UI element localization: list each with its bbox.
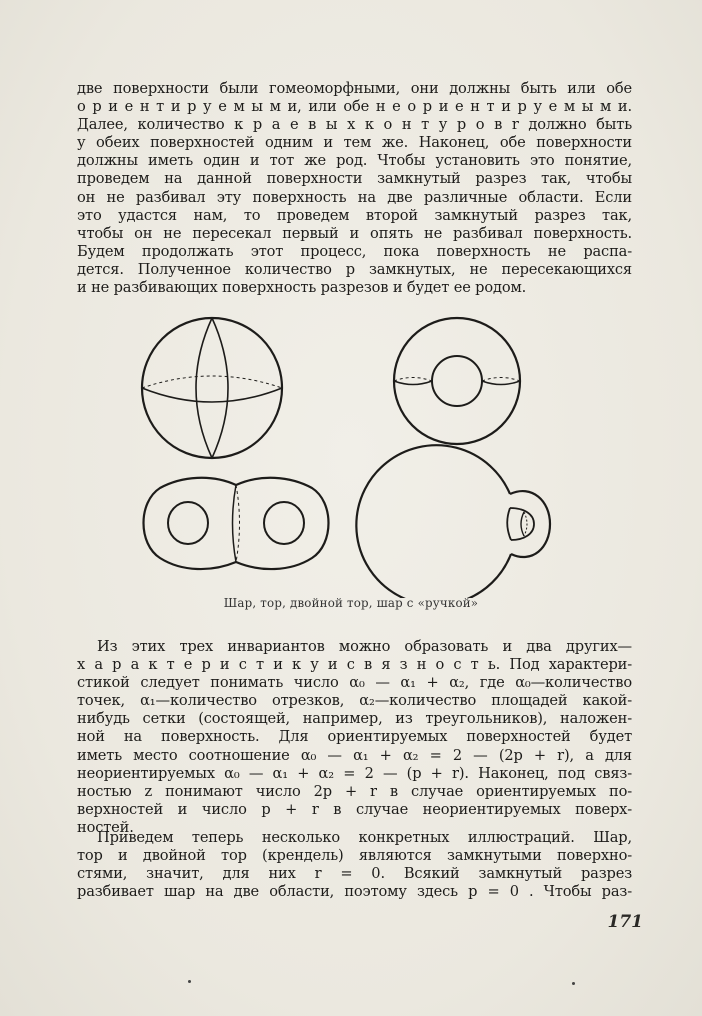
torus-illustration [394, 318, 520, 444]
text-line: ностей. [77, 818, 134, 836]
surfaces-figure [132, 316, 562, 598]
double-torus-illustration [144, 478, 329, 569]
text-line: две поверхности были гомеоморфными, они должны быть или обе [77, 80, 632, 97]
text-line: должны иметь один и тот же род. Чтобы установить это понятие, [77, 152, 632, 170]
text-line: Из этих трех инвариантов можно образовать и два других— [97, 638, 632, 655]
text-line: тор и двойной тор (крендель) являются замкнутыми поверхно- [77, 847, 632, 865]
text-line: разбивает шар на две области, поэтому здесь p = 0 . Чтобы раз- [77, 883, 632, 901]
text-line: Далее, количество к р а е в ы х к о н т у р о в r должно быть [77, 116, 632, 134]
text-line: дется. Полученное количество p замкнутых, не пересекающихся [77, 260, 632, 278]
text-line: нибудь сетки (состоящей, например, из треугольников), наложен- [77, 710, 632, 728]
paragraph-3 [77, 829, 632, 901]
paragraph-1 [77, 80, 632, 297]
text-line: у обеих поверхностей одним и тем же. Наконец, обе поверхности [77, 134, 632, 152]
text-line: он не разбивал эту поверхность на две различные области. Если [77, 188, 632, 206]
figure-caption: Шар, тор, двойной тор, шар с «ручкой» [223, 596, 479, 610]
text-line: точек, α₁—количество отрезков, α₂—количество площадей какой- [77, 692, 632, 710]
text-line: ностью z понимают число 2p + r в случае ориентируемых по- [77, 782, 632, 800]
text-line: проведем на данной поверхности замкнутый разрез так, чтобы [77, 170, 632, 188]
text-line: чтобы он не пересекал первый и опять не разбивал поверхность. [77, 224, 632, 242]
sphere-illustration [142, 318, 282, 458]
text-line: верхностей и число p + r в случае неориентируемых поверх- [77, 800, 632, 818]
paragraph-2 [77, 638, 632, 837]
text-line: х а р а к т е р и с т и к у и с в я з н о с т ь. Под характери- [77, 656, 632, 674]
page-number: 171 [607, 912, 643, 932]
speck [188, 980, 191, 983]
text-line: и не разбивающих поверхность разрезов и будет ее родом. [77, 279, 527, 297]
sphere-with-handle-illustration [356, 445, 550, 598]
text-line: неориентируемых α₀ — α₁ + α₂ = 2 — (p + r). Наконец, под связ- [77, 764, 632, 782]
text-line: о р и е н т и р у е м ы м и, или обе н е о р и е н т и р у е м ы м и. [77, 98, 632, 116]
text-line: ной на поверхность. Для ориентируемых поверхностей будет [77, 728, 632, 746]
text-line: это удастся нам, то проведем второй замкнутый разрез так, [77, 206, 632, 224]
speck [572, 982, 575, 985]
text-line: Приведем теперь несколько конкретных иллюстраций. Шар, [97, 829, 632, 846]
text-line: Будем продолжать этот процесс, пока поверхность не распа- [77, 242, 632, 260]
text-line: стями, значит, для них r = 0. Всякий замкнутый разрез [77, 865, 632, 883]
text-line: иметь место соотношение α₀ — α₁ + α₂ = 2 — (2p + r), а для [77, 746, 632, 764]
text-line: стикой следует понимать число α₀ — α₁ + α₂, где α₀—количество [77, 674, 632, 692]
